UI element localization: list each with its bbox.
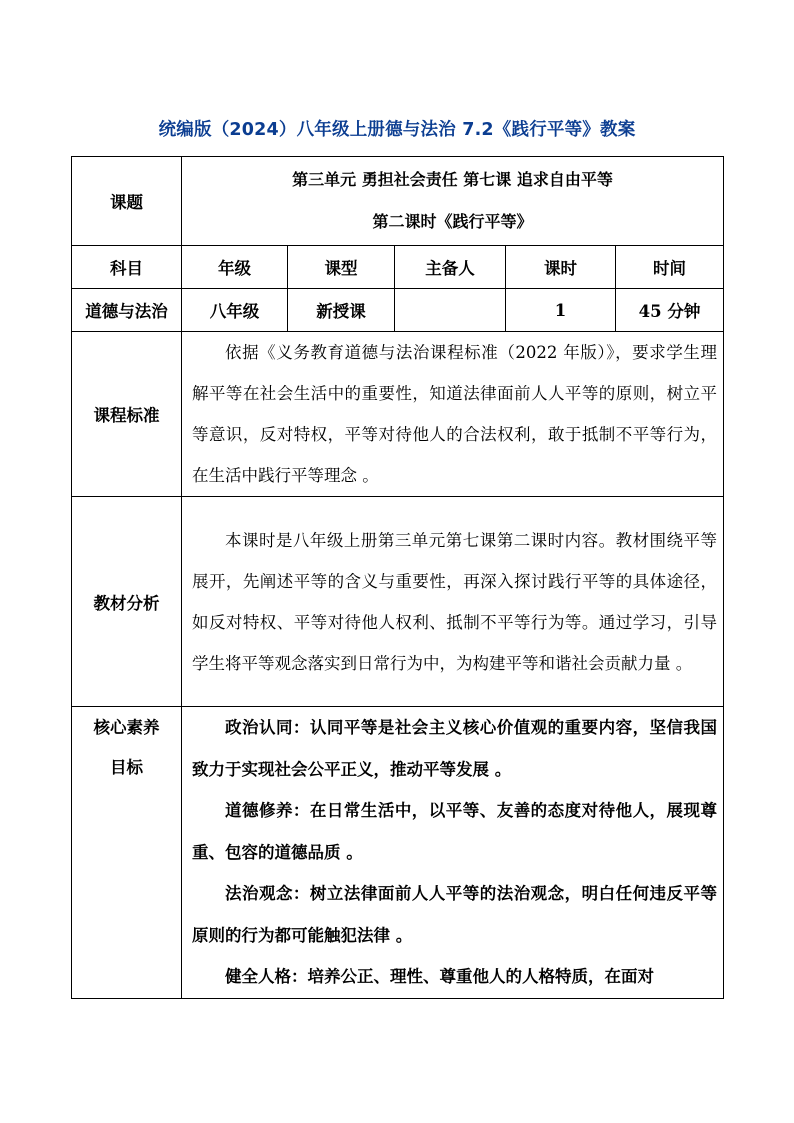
header-subject: 科目 (72, 246, 182, 289)
standard-text: 依据《义务教育道德与法治课程标准（2022 年版）》，要求学生理解平等在社会生活中的重要性，知道法律面前人人平等的原则，树立平等意识，反对特权，平等对待他人的合法权利，敢于抵制不平等行为，在生活中践行平等理念 。 (192, 343, 717, 485)
goal-personality: 健全人格：培养公正、理性、尊重他人的人格特质，在面对 (225, 967, 654, 986)
header-preparer: 主备人 (395, 246, 506, 289)
header-grade: 年级 (182, 246, 288, 289)
core-row (72, 707, 724, 999)
standard-label: 课程标准 (72, 332, 182, 497)
value-time: 45 分钟 (616, 289, 724, 332)
analysis-row (72, 497, 724, 707)
value-subject: 道德与法治 (72, 289, 182, 332)
header-row (72, 246, 724, 289)
header-type: 课型 (288, 246, 395, 289)
value-row (72, 289, 724, 332)
standard-content (182, 332, 724, 497)
analysis-text: 本课时是八年级上册第三单元第七课第二课时内容。教材围绕平等展开，先阐述平等的含义与重要性，再深入探讨践行平等的具体途径，如反对特权、平等对待他人权利、抵制不平等行为等。通过学习，引导学生将平等观念落实到日常行为中，为构建平等和谐社会贡献力量 。 (192, 530, 717, 673)
core-label-line-2: 目标 (110, 758, 143, 777)
value-periods: 1 (506, 289, 616, 332)
lesson-plan-table (71, 156, 724, 999)
analysis-content (182, 497, 724, 707)
value-preparer (395, 289, 506, 332)
lesson-line-1: 第三单元 勇担社会责任 第七课 追求自由平等 (292, 170, 613, 189)
value-grade: 八年级 (182, 289, 288, 332)
lesson-title (182, 157, 723, 245)
lesson-line-2: 第二课时《践行平等》 (372, 212, 533, 231)
core-label (72, 707, 182, 999)
lesson-content (182, 157, 724, 246)
header-time: 时间 (616, 246, 724, 289)
core-label-line-1: 核心素养 (93, 718, 160, 737)
goal-moral: 道德修养：在日常生活中，以平等、友善的态度对待他人，展现尊重、包容的道德品质 。 (192, 801, 717, 862)
goal-political: 政治认同：认同平等是社会主义核心价值观的重要内容，坚信我国致力于实现社会公平正义，推动平等发展 。 (192, 718, 717, 779)
lesson-row (72, 157, 724, 246)
lesson-label: 课题 (72, 157, 182, 246)
document-title: 统编版（2024）八年级上册德与法治 7.2《践行平等》教案 (158, 120, 636, 140)
core-content (182, 707, 724, 999)
standard-row (72, 332, 724, 497)
header-periods: 课时 (506, 246, 616, 289)
goal-law: 法治观念：树立法律面前人人平等的法治观念，明白任何违反平等原则的行为都可能触犯法律 。 (192, 884, 717, 945)
value-type: 新授课 (288, 289, 395, 332)
analysis-label: 教材分析 (72, 497, 182, 707)
